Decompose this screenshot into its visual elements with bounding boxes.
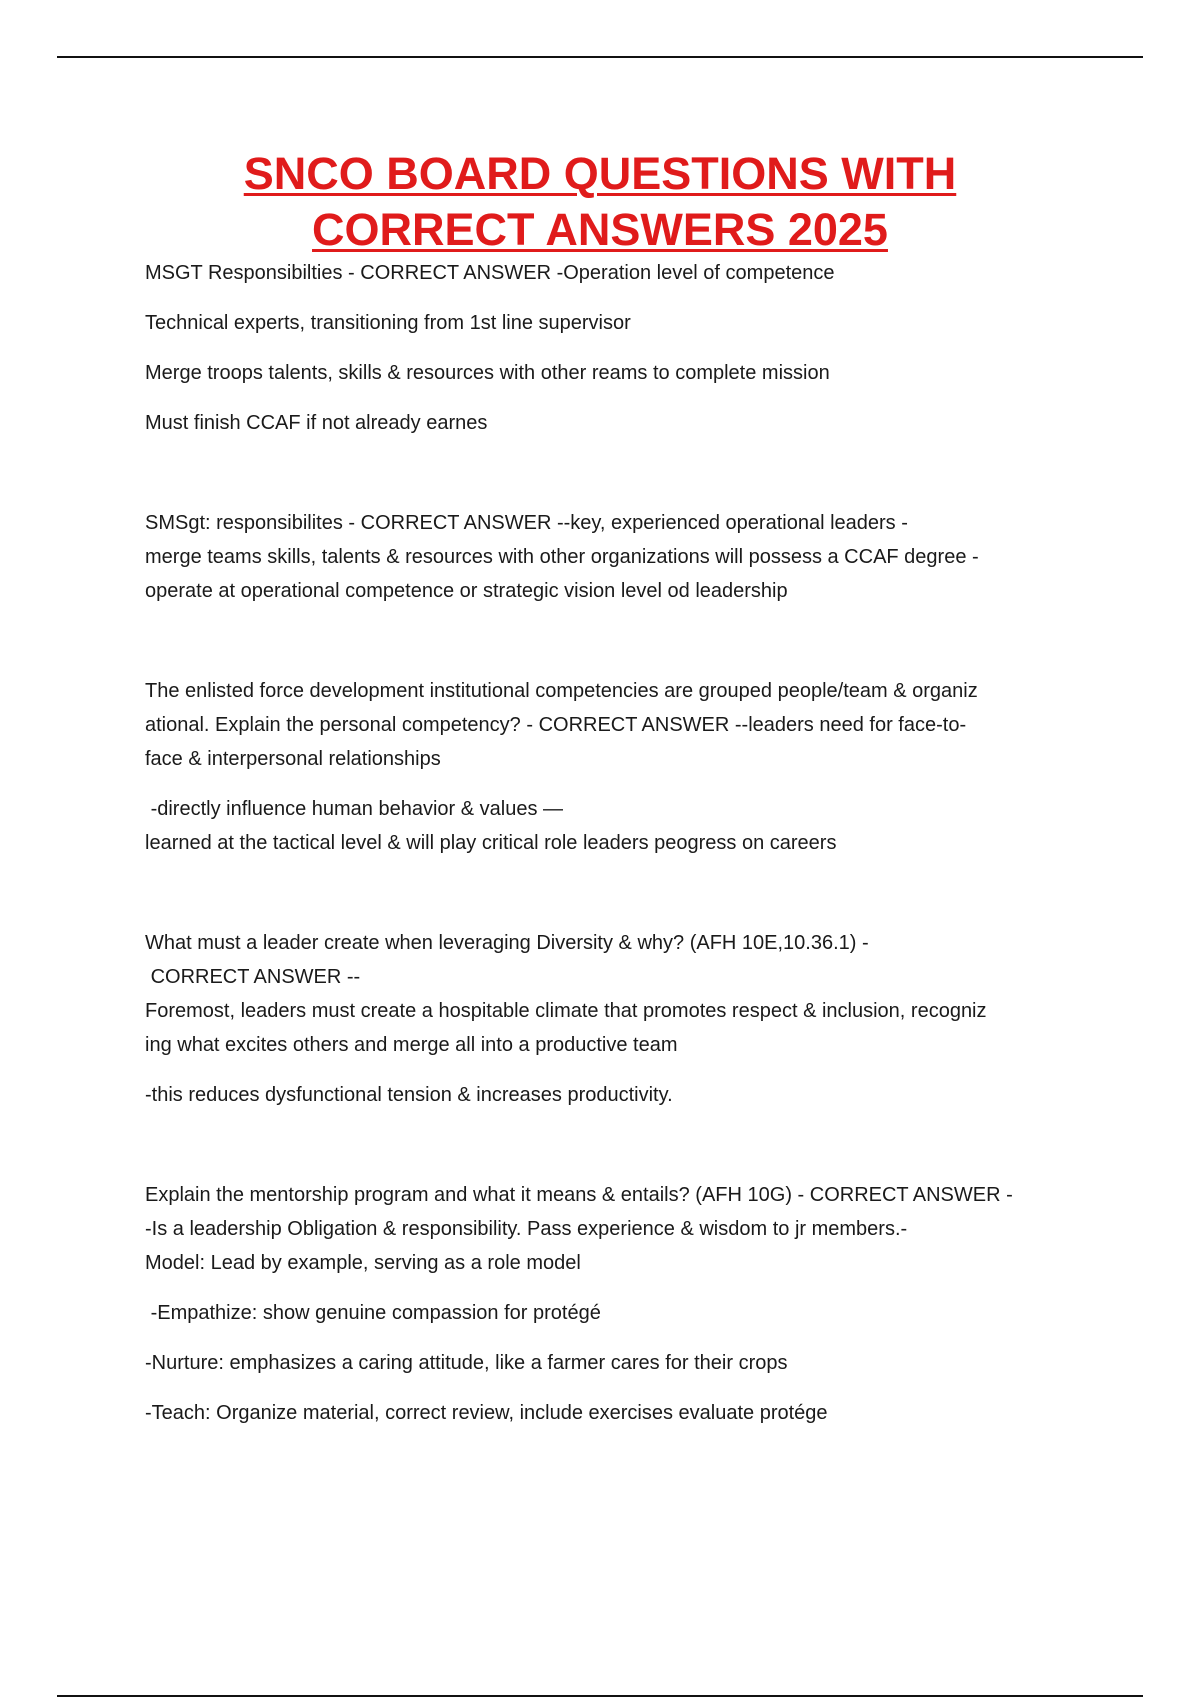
title-line-1: SNCO BOARD QUESTIONS WITH (243, 148, 957, 199)
section-spacer (145, 1112, 1095, 1178)
paragraph (145, 1346, 1095, 1380)
text-line: -this reduces dysfunctional tension & increases productivity. (145, 1084, 673, 1106)
text-line: The enlisted force development institutional competencies are grouped people/team & organiz (145, 680, 978, 702)
paragraph (145, 356, 1095, 390)
paragraph (145, 792, 1095, 860)
qa-section (145, 674, 1095, 860)
paragraph-spacer (145, 1280, 1095, 1296)
paragraph (145, 256, 1095, 290)
paragraph-spacer (145, 340, 1095, 356)
text-line: face & interpersonal relationships (145, 748, 441, 770)
text-line: -Empathize: show genuine compassion for protégé (145, 1302, 601, 1324)
qa-section (145, 926, 1095, 1112)
paragraph (145, 1178, 1095, 1280)
text-line: Foremost, leaders must create a hospitable climate that promotes respect & inclusion, recogniz (145, 1000, 987, 1022)
qa-section (145, 256, 1095, 440)
text-line: -Nurture: emphasizes a caring attitude, like a farmer cares for their crops (145, 1352, 788, 1374)
paragraph (145, 1296, 1095, 1330)
section-spacer (145, 860, 1095, 926)
text-line: ing what excites others and merge all into a productive team (145, 1034, 678, 1056)
text-line: Explain the mentorship program and what it means & entails? (AFH 10G) - CORRECT ANSWER - (145, 1184, 1013, 1206)
text-line: operate at operational competence or strategic vision level od leadership (145, 580, 788, 602)
text-line: MSGT Responsibilties - CORRECT ANSWER -Operation level of competence (145, 262, 835, 284)
text-line: learned at the tactical level & will play critical role leaders peogress on careers (145, 832, 837, 854)
qa-section (145, 1178, 1095, 1430)
paragraph (145, 1396, 1095, 1430)
paragraph-spacer (145, 1330, 1095, 1346)
paragraph-spacer (145, 290, 1095, 306)
paragraph-spacer (145, 1380, 1095, 1396)
paragraph (145, 926, 1095, 1062)
paragraph (145, 1078, 1095, 1112)
text-line: Must finish CCAF if not already earnes (145, 412, 488, 434)
top-rule (57, 56, 1143, 58)
section-spacer (145, 440, 1095, 506)
paragraph (145, 506, 1095, 608)
text-line: -directly influence human behavior & values — (145, 798, 563, 820)
section-spacer (145, 608, 1095, 674)
paragraph-spacer (145, 1062, 1095, 1078)
paragraph (145, 306, 1095, 340)
bottom-rule (57, 1695, 1143, 1697)
text-line: What must a leader create when leveraging Diversity & why? (AFH 10E,10.36.1) - (145, 932, 869, 954)
text-line: SMSgt: responsibilites - CORRECT ANSWER --key, experienced operational leaders - (145, 512, 908, 534)
text-line: Technical experts, transitioning from 1st line supervisor (145, 312, 631, 334)
paragraph-spacer (145, 776, 1095, 792)
document-body (145, 256, 1095, 1430)
text-line: -Is a leadership Obligation & responsibility. Pass experience & wisdom to jr members.- (145, 1218, 908, 1240)
text-line: Merge troops talents, skills & resources with other reams to complete mission (145, 362, 830, 384)
text-line: CORRECT ANSWER -- (145, 966, 361, 988)
paragraph-spacer (145, 390, 1095, 406)
title-line-2: CORRECT ANSWERS 2025 (312, 204, 888, 255)
text-line: merge teams skills, talents & resources with other organizations will possess a CCAF degree - (145, 546, 979, 568)
text-line: Model: Lead by example, serving as a role model (145, 1252, 581, 1274)
text-line: ational. Explain the personal competency? - CORRECT ANSWER --leaders need for face-to- (145, 714, 967, 736)
text-line: -Teach: Organize material, correct review, include exercises evaluate protége (145, 1402, 828, 1424)
paragraph (145, 674, 1095, 776)
document-title (0, 146, 1200, 258)
paragraph (145, 406, 1095, 440)
qa-section (145, 506, 1095, 608)
